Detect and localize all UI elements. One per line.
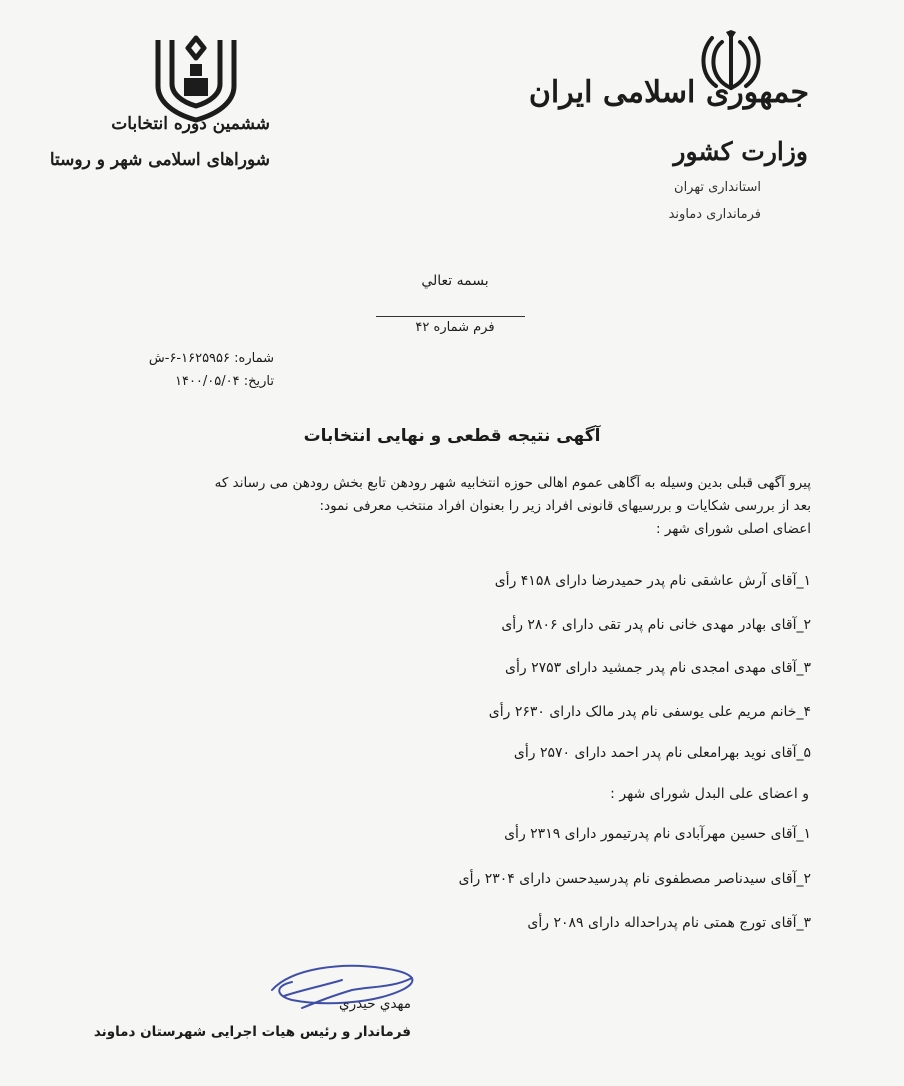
main-member-item: ۴_خانم مریم علی یوسفی نام پدر مالک دارای ۲۶۳۰ رأی [488, 704, 811, 720]
province-office: استانداری تهران [674, 180, 761, 195]
main-members-heading: اعضای اصلی شورای شهر : [656, 521, 811, 537]
letter-number-label: شماره: [234, 351, 274, 366]
notice-title: آگهی نتیجه قطعی و نهایی انتخابات [303, 426, 601, 446]
letter-date-value: ۱۴۰۰/۰۵/۰۴ [174, 374, 240, 389]
letter-date [175, 374, 274, 389]
election-councils-label: شوراهای اسلامی شهر و روستا [49, 150, 270, 170]
alternate-member-item: ۲_آقای سیدناصر مصطفوی نام پدرسیدحسن دارای ۲۳۰۴ رأی [458, 871, 811, 887]
main-member-item: ۱_آقای آرش عاشقی نام پدر حمیدرضا دارای ۴۱۵۸ رأی [494, 573, 811, 589]
ministry-name: وزارت کشور [673, 137, 808, 166]
alternate-member-item: ۳_آقای تورج همتی نام پدراحداله دارای ۲۰۸۹ رأی [527, 915, 811, 931]
ballot-box-logo-icon [150, 34, 242, 124]
form-number: فرم شماره ۴۲ [415, 320, 495, 335]
intro-line-1: پیرو آگهی قبلی بدین وسیله به آگاهی عموم اهالی حوزه انتخابیه شهر رودهن تابع بخش رودهن می رساند که [214, 475, 811, 491]
signatory-name: مهدي حيدري [339, 996, 411, 1012]
heading-divider [376, 316, 525, 317]
letter-date-label: تاريخ: [243, 374, 274, 389]
signatory-title: فرماندار و رئیس هیات اجرایی شهرستان دماوند [93, 1024, 411, 1040]
main-member-item: ۳_آقای مهدی امجدی نام پدر جمشید دارای ۲۷۵۳ رأی [505, 660, 811, 676]
main-member-item: ۵_آقای نوید بهرامعلی نام پدر احمد دارای ۲۵۷۰ رأی [513, 745, 811, 761]
letter-number-value: ۱۶۲۵۹۵۶-۶-ش [148, 351, 231, 366]
alternate-member-item: ۱_آقای حسین مهرآبادی نام پدرتیمور دارای ۲۳۱۹ رأی [504, 826, 811, 842]
country-name: جمهوری اسلامی ایران [528, 75, 809, 110]
notice-intro [121, 472, 811, 541]
intro-line-2: بعد از بررسی شکایات و بررسیهای قانونی افراد زیر را بعنوان افراد منتخب معرفی نمود: [319, 498, 811, 514]
main-member-item: ۲_آقای بهادر مهدی خانی نام پدر تقی دارای ۲۸۰۶ رأی [501, 617, 811, 633]
election-round-label: ششمین دوره انتخابات [111, 114, 270, 134]
letter-number [149, 351, 274, 366]
alternate-members-heading: و اعضای علی البدل شورای شهر : [610, 786, 809, 802]
governorate-office: فرمانداری دماوند [668, 207, 761, 222]
bismillah-heading: بسمه تعالي [421, 273, 489, 289]
